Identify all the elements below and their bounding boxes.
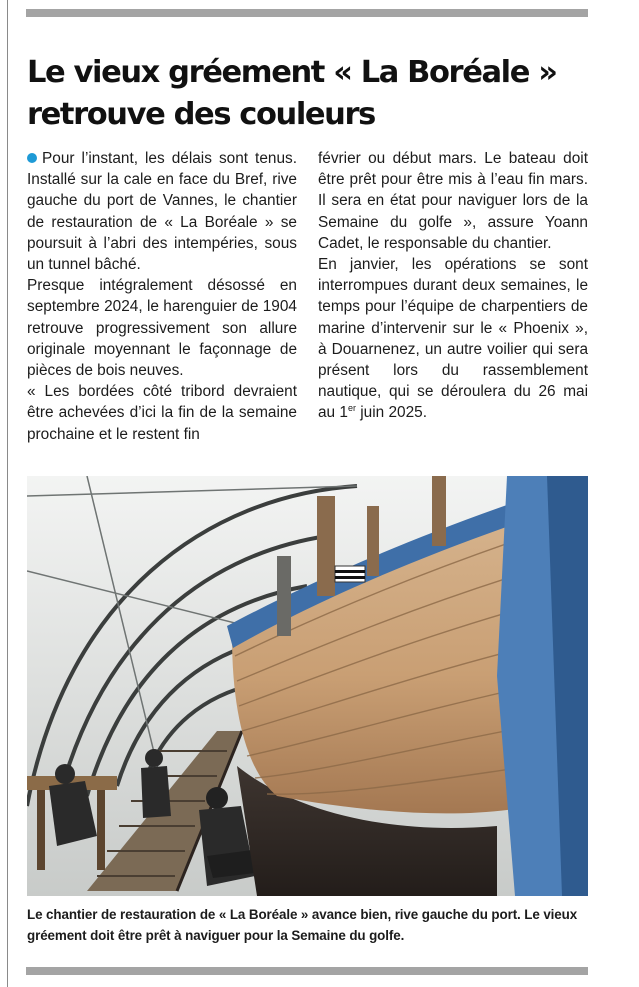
- headline-line-2: retrouve des couleurs: [27, 97, 375, 132]
- column2-paragraph-2: [318, 254, 588, 424]
- bullet-dot-icon: [27, 153, 37, 163]
- column1-paragraph-3: « Les bordées côté tribord devraient être achevées d’ici la fin de la semaine prochaine et le restent fin: [27, 383, 297, 443]
- bottom-divider-bar: [26, 967, 588, 975]
- flag: [335, 566, 365, 582]
- article-photo: [27, 476, 588, 896]
- article-column-1: [27, 148, 297, 445]
- article-headline: [27, 52, 597, 136]
- superscript-er: er: [347, 403, 356, 414]
- photo-caption: Le chantier de restauration de « La Boréale » avance bien, rive gauche du port. Le vieux gréement doit être prêt à naviguer pour la Semaine du golfe.: [27, 907, 578, 943]
- column2-paragraph-1: février ou début mars. Le bateau doit être prêt pour être mis à l’eau fin mars. Il sera en état pour naviguer lors de la Semaine du golfe », assure Yoann Cadet, le responsable du chantier.: [318, 150, 588, 252]
- column2-paragraph-2-end: juin 2025.: [355, 404, 428, 422]
- page-margin-rule: [7, 0, 8, 987]
- column1-paragraph-2: Presque intégralement désossé en septembre 2024, le harenguier de 1904 retrouve progressivement son allure originale moyennant le façonnage de pièces de bois neuves.: [27, 277, 297, 380]
- column1-paragraph-1: [27, 148, 297, 275]
- headline-line-1: Le vieux gréement « La Boréale »: [27, 55, 557, 90]
- column2-paragraph-2-text: En janvier, les opérations se sont interrompues durant deux semaines, le temps pour l’équipe de charpentiers de marine d’intervenir sur le « Phoenix », à Douarnenez, un autre voilier qui sera présent lors du rassemblement nautique, qui se déroulera du 26 mai au 1: [318, 256, 588, 422]
- article-column-2: [318, 148, 588, 424]
- top-divider-bar: [26, 9, 588, 17]
- column1-paragraph-1-text: Pour l’instant, les délais sont tenus. Installé sur la cale en face du Bref, rive gauche du port de Vannes, le chantier de restauration de « La Boréale » se poursuit à l’abri des intempéries, sous un tunnel bâché.: [27, 150, 297, 274]
